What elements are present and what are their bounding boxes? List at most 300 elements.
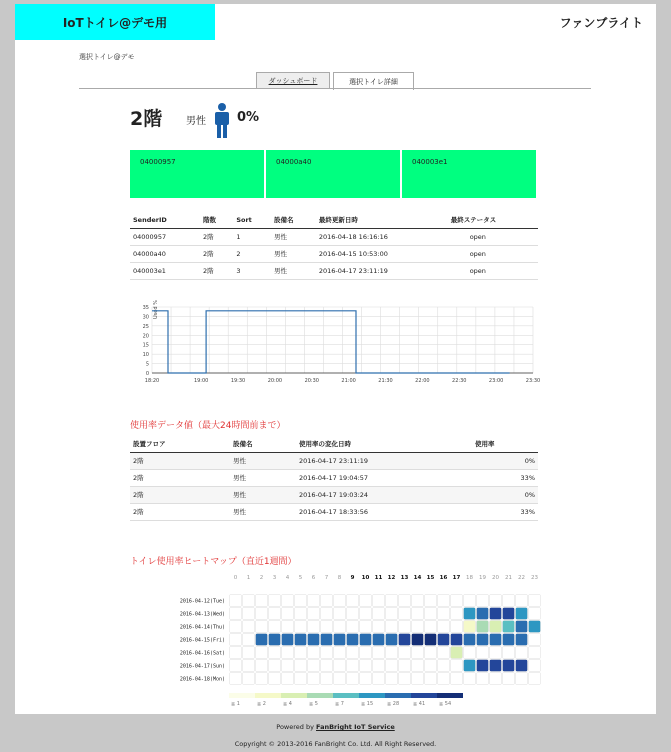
column-header: 最終更新日時 <box>316 212 448 228</box>
y-tick-label: 15 <box>142 342 149 349</box>
heatmap-cell <box>295 608 307 620</box>
heatmap-cell <box>516 660 528 672</box>
heatmap-cell <box>412 621 424 633</box>
table-cell: 04000a40 <box>130 245 200 262</box>
heatmap-cell <box>516 621 528 633</box>
heatmap-cell <box>269 660 281 672</box>
heatmap-cell <box>295 621 307 633</box>
heatmap-cell <box>373 595 385 607</box>
heatmap-cell <box>282 608 294 620</box>
table-cell: 2016-04-17 18:33:56 <box>296 503 472 520</box>
sensor-table <box>130 212 538 280</box>
heatmap-cell <box>256 621 268 633</box>
y-tick-label: 35 <box>142 305 149 311</box>
table-cell: 2016-04-17 23:11:19 <box>316 262 448 279</box>
table-cell: 2階 <box>130 469 230 486</box>
hour-label: 19 <box>479 575 486 581</box>
heatmap-cell <box>503 660 515 672</box>
heatmap-cell <box>347 660 359 672</box>
heatmap-cell <box>282 660 294 672</box>
heatmap-cell <box>373 608 385 620</box>
day-label: 2016-04-15(Fri) <box>179 637 225 644</box>
heatmap-cell <box>321 634 333 646</box>
table-cell: 1 <box>233 228 271 245</box>
table-row <box>130 486 538 503</box>
heatmap-cell <box>399 647 411 659</box>
x-tick-label: 23:30 <box>525 378 541 384</box>
y-tick-label: 25 <box>142 323 149 330</box>
heatmap-cell <box>464 621 476 633</box>
column-header: Sort <box>233 212 271 228</box>
legend-swatch <box>281 693 307 698</box>
legend-label: ≧ 41 <box>413 701 426 707</box>
hour-label: 3 <box>272 575 277 581</box>
column-header: SenderID <box>130 212 200 228</box>
sensor-card-id: 040003e1 <box>412 158 448 166</box>
heatmap-cell <box>464 647 476 659</box>
heatmap-cell <box>295 647 307 659</box>
heatmap-cell <box>516 673 528 685</box>
heatmap-cell <box>438 608 450 620</box>
heatmap-cell <box>334 673 346 685</box>
heatmap-cell <box>256 660 268 672</box>
heatmap-cell <box>399 660 411 672</box>
footer-copyright: Copyright © 2013-2016 FanBright Co. Ltd. All Right Reserved. <box>234 740 437 748</box>
table-cell: 2階 <box>130 452 230 469</box>
heatmap-cell <box>321 621 333 633</box>
heatmap-cell <box>425 608 437 620</box>
usage-line-chart <box>140 300 541 385</box>
heatmap-cell <box>373 660 385 672</box>
heatmap-cell <box>256 673 268 685</box>
day-label: 2016-04-18(Mon) <box>179 676 225 683</box>
heatmap-cell <box>464 634 476 646</box>
heatmap-cell <box>308 647 320 659</box>
heatmap-cell <box>360 634 372 646</box>
heatmap-cell <box>477 634 489 646</box>
hour-label: 23 <box>531 575 538 581</box>
heatmap-cell <box>321 673 333 685</box>
footer-powered-link[interactable]: FanBright IoT Service <box>316 723 395 731</box>
x-tick-label: 19:00 <box>193 378 209 384</box>
hour-label: 2 <box>259 575 264 581</box>
hour-label: 13 <box>400 575 409 581</box>
heatmap-cell <box>243 673 255 685</box>
hour-label: 18 <box>466 575 473 581</box>
heatmap-cell <box>308 608 320 620</box>
heatmap-cell <box>516 608 528 620</box>
heatmap-cell <box>360 595 372 607</box>
heatmap-cell <box>490 673 502 685</box>
x-tick-label: 21:30 <box>378 378 393 384</box>
heatmap-cell <box>230 660 242 672</box>
heatmap-cell <box>230 673 242 685</box>
footer-powered <box>0 723 671 731</box>
y-tick-label: 5 <box>145 361 149 368</box>
heatmap-cell <box>412 608 424 620</box>
x-tick-label: 23:00 <box>488 378 504 384</box>
heatmap-cell <box>490 660 502 672</box>
tab-dashboard[interactable]: ダッシュボード <box>256 72 330 89</box>
heatmap-cell <box>451 621 463 633</box>
table-cell: 04000957 <box>130 228 200 245</box>
hour-label: 6 <box>311 575 316 581</box>
table-cell: 2階 <box>130 486 230 503</box>
heatmap-cell <box>373 634 385 646</box>
heatmap-cell <box>516 634 528 646</box>
heatmap-cell <box>399 634 411 646</box>
heatmap-cell <box>321 647 333 659</box>
hour-label: 8 <box>337 575 342 581</box>
table-cell: 2階 <box>130 503 230 520</box>
heatmap-cell <box>334 647 346 659</box>
heatmap-cell <box>464 660 476 672</box>
legend-label: ≧ 7 <box>335 701 344 707</box>
legend-swatch <box>307 693 333 698</box>
legend-label: ≧ 28 <box>387 701 400 707</box>
heatmap-cell <box>529 608 541 620</box>
tabs-divider <box>79 88 591 89</box>
table-cell: 33% <box>472 503 538 520</box>
heatmap-cell <box>308 673 320 685</box>
heatmap-cell <box>477 595 489 607</box>
column-header: 設備名 <box>230 436 296 452</box>
heatmap-cell <box>399 608 411 620</box>
table-cell: 2016-04-17 19:03:24 <box>296 486 472 503</box>
floor-label: 2階 <box>130 108 163 130</box>
heatmap-cell <box>243 621 255 633</box>
heatmap-cell <box>360 673 372 685</box>
x-tick-label: 20:30 <box>304 378 319 384</box>
heatmap-cell <box>269 634 281 646</box>
heatmap-cell <box>425 660 437 672</box>
heatmap-cell <box>529 595 541 607</box>
heatmap-cell <box>256 634 268 646</box>
heatmap-cell <box>503 595 515 607</box>
table-cell: 男性 <box>230 469 296 486</box>
table-cell: 2階 <box>200 228 233 245</box>
heatmap-cell <box>256 647 268 659</box>
gender-label: 男性 <box>186 116 206 127</box>
heatmap-cell <box>321 660 333 672</box>
x-tick-label: 18:20 <box>144 378 160 384</box>
usage-rate: 0% <box>237 110 260 125</box>
heatmap-cell <box>347 595 359 607</box>
hour-label: 11 <box>374 575 383 581</box>
sensor-card[interactable] <box>402 150 536 198</box>
table-cell: 3 <box>233 262 271 279</box>
heatmap-cell <box>412 634 424 646</box>
heatmap-cell <box>347 634 359 646</box>
table-cell: 2016-04-18 16:16:16 <box>316 228 448 245</box>
hour-label: 20 <box>492 575 499 581</box>
heatmap-cell <box>282 595 294 607</box>
y-tick-label: 20 <box>142 333 149 340</box>
table-cell: 2016-04-17 19:04:57 <box>296 469 472 486</box>
table-row <box>130 469 538 486</box>
table-cell: 0% <box>472 486 538 503</box>
hour-label: 1 <box>246 575 251 581</box>
heatmap-cell <box>529 660 541 672</box>
column-header: 設置フロア <box>130 436 230 452</box>
heatmap-cell <box>321 608 333 620</box>
legend-label: ≧ 1 <box>231 701 240 707</box>
heatmap-cell <box>503 647 515 659</box>
usage-section-title: 使用率データ値（最大24時間前まで） <box>130 421 286 431</box>
heatmap-cell <box>282 647 294 659</box>
heatmap-cell <box>269 621 281 633</box>
heatmap-cell <box>490 634 502 646</box>
table-cell: 2016-04-15 10:53:00 <box>316 245 448 262</box>
heatmap-cell <box>425 673 437 685</box>
heatmap-cell <box>373 647 385 659</box>
heatmap-cell <box>490 608 502 620</box>
table-cell: 040003e1 <box>130 262 200 279</box>
footer-powered-prefix: Powered by <box>276 723 317 731</box>
table-cell: 2階 <box>200 262 233 279</box>
hour-label: 12 <box>387 575 396 581</box>
heatmap-cell <box>438 621 450 633</box>
heatmap-cell <box>347 673 359 685</box>
heatmap-cell <box>503 673 515 685</box>
hour-label: 0 <box>233 575 238 581</box>
y-tick-label: 10 <box>142 352 149 359</box>
hour-label: 17 <box>452 575 461 581</box>
heatmap-cell <box>516 595 528 607</box>
heatmap-cell <box>295 660 307 672</box>
heatmap-cell <box>308 634 320 646</box>
heatmap-cell <box>412 660 424 672</box>
heatmap-cell <box>386 621 398 633</box>
heatmap-cell <box>503 634 515 646</box>
column-header: 使用率 <box>472 436 538 452</box>
heatmap-cell <box>399 673 411 685</box>
heatmap-cell <box>451 595 463 607</box>
column-header: 設備名 <box>271 212 316 228</box>
column-header: 最終ステータス <box>448 212 538 228</box>
usage-table <box>130 436 538 521</box>
usage-heatmap <box>160 572 550 707</box>
heatmap-cell <box>529 647 541 659</box>
table-cell: 男性 <box>230 452 296 469</box>
legend-label: ≧ 5 <box>309 701 318 707</box>
heatmap-cell <box>412 595 424 607</box>
heatmap-cell <box>477 673 489 685</box>
table-cell: open <box>448 228 538 245</box>
sensor-card[interactable] <box>130 150 264 198</box>
sensor-card-id: 04000a40 <box>276 158 312 166</box>
heatmap-cell <box>490 595 502 607</box>
heatmap-cell <box>386 647 398 659</box>
heatmap-cell <box>256 608 268 620</box>
heatmap-cell <box>230 634 242 646</box>
heatmap-cell <box>477 608 489 620</box>
heatmap-cell <box>464 595 476 607</box>
heatmap-cell <box>438 673 450 685</box>
heatmap-cell <box>230 647 242 659</box>
table-row <box>130 245 538 262</box>
table-cell: 男性 <box>271 245 316 262</box>
heatmap-cell <box>295 595 307 607</box>
heatmap-cell <box>477 647 489 659</box>
day-label: 2016-04-14(Thu) <box>179 624 225 631</box>
hour-label: 15 <box>426 575 435 581</box>
heatmap-section-title: トイレ使用率ヒートマップ（直近1週間） <box>130 557 297 567</box>
legend-swatch <box>255 693 281 698</box>
legend-label: ≧ 15 <box>361 701 374 707</box>
heatmap-cell <box>334 634 346 646</box>
y-tick-label: 0 <box>145 371 149 377</box>
heatmap-cell <box>529 634 541 646</box>
legend-swatch <box>229 693 255 698</box>
heatmap-cell <box>269 595 281 607</box>
table-cell: 2階 <box>200 245 233 262</box>
heatmap-cell <box>373 673 385 685</box>
y-axis-label: Used % <box>153 300 159 319</box>
table-cell: 2016-04-17 23:11:19 <box>296 452 472 469</box>
table-cell: 男性 <box>230 503 296 520</box>
day-label: 2016-04-13(Wed) <box>179 611 225 618</box>
heatmap-cell <box>243 660 255 672</box>
legend-swatch <box>359 693 385 698</box>
day-label: 2016-04-16(Sat) <box>179 650 225 657</box>
heatmap-cell <box>438 660 450 672</box>
heatmap-cell <box>347 621 359 633</box>
legend-swatch <box>411 693 437 698</box>
heatmap-cell <box>425 595 437 607</box>
heatmap-cell <box>282 673 294 685</box>
tab-detail[interactable]: 選択トイレ詳細 <box>333 72 414 90</box>
heatmap-cell <box>230 608 242 620</box>
heatmap-cell <box>529 621 541 633</box>
hour-label: 16 <box>439 575 448 581</box>
column-header: 使用率の変化日時 <box>296 436 472 452</box>
heatmap-cell <box>334 660 346 672</box>
legend-label: ≧ 2 <box>257 701 266 707</box>
heatmap-cell <box>425 634 437 646</box>
y-tick-label: 30 <box>142 314 149 321</box>
heatmap-cell <box>464 608 476 620</box>
heatmap-cell <box>438 595 450 607</box>
heatmap-cell <box>243 634 255 646</box>
table-row <box>130 228 538 245</box>
heatmap-cell <box>282 621 294 633</box>
x-tick-label: 19:30 <box>230 378 246 384</box>
x-tick-label: 20:00 <box>267 378 283 384</box>
heatmap-cell <box>347 647 359 659</box>
heatmap-cell <box>360 621 372 633</box>
heatmap-cell <box>243 595 255 607</box>
heatmap-cell <box>230 595 242 607</box>
table-row <box>130 503 538 520</box>
heatmap-cell <box>360 660 372 672</box>
hour-label: 21 <box>505 575 512 581</box>
column-header: 階数 <box>200 212 233 228</box>
table-row <box>130 262 538 279</box>
heatmap-cell <box>477 621 489 633</box>
sensor-card-id: 04000957 <box>140 158 176 166</box>
day-label: 2016-04-12(Tue) <box>179 598 225 605</box>
heatmap-cell <box>295 634 307 646</box>
heatmap-cell <box>477 660 489 672</box>
day-label: 2016-04-17(Sun) <box>179 663 225 670</box>
heatmap-cell <box>464 673 476 685</box>
heatmap-cell <box>373 621 385 633</box>
app-title: ファンブライト <box>559 16 643 30</box>
heatmap-cell <box>360 647 372 659</box>
hour-label: 9 <box>350 575 355 581</box>
legend-swatch <box>437 693 463 698</box>
heatmap-cell <box>425 647 437 659</box>
hour-label: 4 <box>285 575 290 581</box>
heatmap-cell <box>386 634 398 646</box>
hour-label: 10 <box>361 575 370 581</box>
table-cell: open <box>448 245 538 262</box>
heatmap-cell <box>399 621 411 633</box>
heatmap-cell <box>490 647 502 659</box>
heatmap-cell <box>386 660 398 672</box>
table-cell: open <box>448 262 538 279</box>
table-cell: 33% <box>472 469 538 486</box>
table-cell: 0% <box>472 452 538 469</box>
heatmap-cell <box>529 673 541 685</box>
heatmap-cell <box>347 608 359 620</box>
hour-label: 7 <box>324 575 329 581</box>
male-person-icon <box>213 103 231 139</box>
heatmap-cell <box>360 608 372 620</box>
table-cell: 2 <box>233 245 271 262</box>
heatmap-cell <box>412 673 424 685</box>
sensor-card[interactable] <box>266 150 400 198</box>
heatmap-cell <box>438 634 450 646</box>
heatmap-cell <box>438 647 450 659</box>
heatmap-cell <box>308 595 320 607</box>
heatmap-cell <box>269 673 281 685</box>
heatmap-cell <box>516 647 528 659</box>
x-tick-label: 21:00 <box>341 378 356 384</box>
hour-label: 22 <box>518 575 525 581</box>
heatmap-cell <box>399 595 411 607</box>
heatmap-cell <box>503 621 515 633</box>
heatmap-cell <box>334 608 346 620</box>
table-cell: 男性 <box>230 486 296 503</box>
table-row <box>130 452 538 469</box>
x-tick-label: 22:30 <box>452 378 467 384</box>
heatmap-cell <box>295 673 307 685</box>
heatmap-cell <box>386 595 398 607</box>
heatmap-cell <box>451 608 463 620</box>
heatmap-cell <box>451 647 463 659</box>
breadcrumb[interactable]: 選択トイレ@デモ <box>79 53 135 61</box>
legend-swatch <box>333 693 359 698</box>
heatmap-cell <box>503 608 515 620</box>
table-cell: 男性 <box>271 228 316 245</box>
heatmap-cell <box>243 647 255 659</box>
heatmap-cell <box>386 608 398 620</box>
heatmap-cell <box>386 673 398 685</box>
heatmap-cell <box>269 647 281 659</box>
heatmap-cell <box>451 660 463 672</box>
legend-label: ≧ 4 <box>283 701 292 707</box>
heatmap-cell <box>425 621 437 633</box>
hour-label: 5 <box>298 575 303 581</box>
x-tick-label: 22:00 <box>415 378 430 384</box>
heatmap-cell <box>282 634 294 646</box>
table-cell: 男性 <box>271 262 316 279</box>
heatmap-cell <box>451 634 463 646</box>
brand-logo[interactable]: IoTトイレ@デモ用 <box>15 4 215 40</box>
heatmap-cell <box>321 595 333 607</box>
